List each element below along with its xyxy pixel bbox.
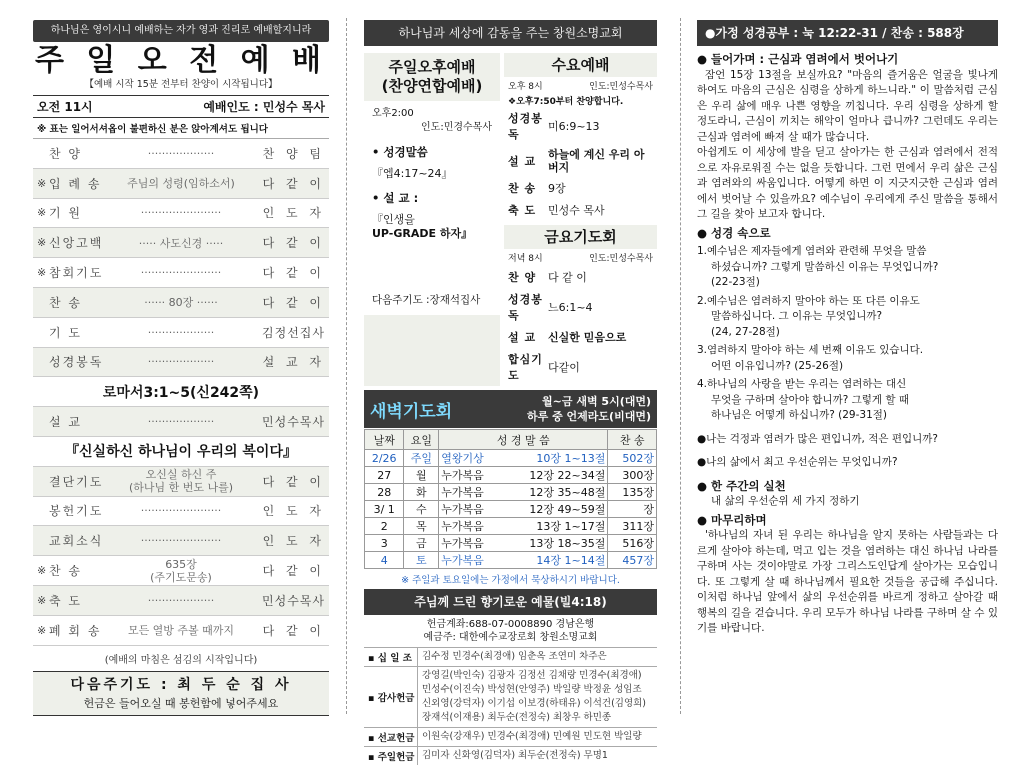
closing-heading: ● 마무리하며 (697, 512, 767, 527)
offering-header: 주님께 드린 향기로운 예물(빌4:18) (364, 589, 657, 615)
intro-paragraph-2: 아쉽게도 이 세상에 발을 딛고 살아가는 한 근심과 염려에서 전적으로 자유로워질 수는 없을 듯합니다. 그런 면에서 우리 삶은 근심과 염려와의 싸움입니다. 어떻게 하면 이 지긋지긋한 근심과 염려에서 벗어날 수 있을까요? 예수님이 우리에게 주신 말씀을 통해서 그 길을 찾아 보고자 합니다. (697, 146, 998, 220)
practice-text: 내 삶의 우선순위 세 가지 정하기 (711, 495, 860, 507)
order-row: ※ 신앙고백 ····· 사도신경 ····· 다 같 이 (33, 228, 329, 258)
discussion-question-2: ●나의 삶에서 최고 우선순위는 무엇입니까? (697, 456, 898, 468)
page-title: 주 일 오 전 예 배 (34, 43, 328, 78)
question-list (697, 244, 998, 424)
table-row: 3/ 1 수 누가복음 12장 49~59절 장 (365, 501, 657, 518)
service-leader: 예배인도 : 민성수 목사 (203, 100, 325, 114)
order-row: ※ 참회기도 ······················· 다 같 이 (33, 258, 329, 288)
dawn-prayer-header (364, 390, 657, 428)
bible-study-banner: ●가정 성경공부 : 눅 12:22-31 / 찬송 : 588장 (697, 20, 998, 46)
table-header-row: 날짜 요일 성 경 말 씀 찬 송 (365, 430, 657, 450)
weekend-note: ※ 주일과 토요일에는 가정에서 묵상하시기 바랍니다. (401, 575, 620, 586)
study-question: 4.하나님의 사랑을 받는 우리는 염려하는 대신 무엇을 구하며 살아야 합니까? 그렇게 할 때 하나님은 어떻게 하십니까? (29-31절) (697, 378, 910, 421)
order-row: ※ 찬 송 635장 (주기도문송) 다 같 이 (33, 556, 329, 586)
offering-row: ▪ 십 일 조 김수정 민경수(최경애) 임춘옥 조연미 차주은 (364, 647, 657, 666)
friday-service (504, 225, 657, 386)
study-heading: ● 성경 속으로 (697, 225, 771, 240)
friday-meta: 저녁 8시 인도:민성수목사 (504, 249, 657, 266)
divider-left (346, 18, 347, 714)
table-row: 27 월 누가복음 12장 22~34절 300장 (365, 467, 657, 484)
order-row: ※ 입 례 송 주님의 성령(임하소서) 다 같 이 (33, 169, 329, 199)
service-time-row (33, 95, 329, 118)
study-question: 3.염려하지 말아야 하는 세 번째 이유도 있습니다. 어떤 이유입니까? (25-26절) (697, 344, 924, 372)
praise-note: 【예배 시작 15분 전부터 찬양이 시작됩니다】 (84, 79, 278, 90)
table-row: 3 금 누가복음 13장 18~35절 516장 (365, 535, 657, 552)
morning-service-column (33, 20, 329, 716)
dawn-prayer-title: 새벽기도회 (370, 401, 453, 422)
table-row: 2 목 누가복음 13장 1~17절 311장 (365, 518, 657, 535)
verse-label: • 성경말씀 (372, 145, 428, 159)
afternoon-sermon-2: UP-GRADE 하자』 (372, 227, 473, 240)
offering-row: ▪ 주일헌금 김미자 신화영(김덕자) 최두순(전정숙) 무명1 (364, 746, 657, 765)
order-row: ※ 폐 회 송 모든 열방 주볼 때까지 다 같 이 (33, 616, 329, 646)
offering-row: ▪ 선교헌금 이원숙(강재우) 민경수(최경애) 민예원 민도현 박일량 (364, 727, 657, 746)
study-question: 2.예수님은 염려하지 말아야 하는 또 다른 이유도 말씀하십니다. 그 이유는 무엇입니까? (24, 27-28절) (697, 294, 920, 338)
offering-list (364, 647, 657, 765)
order-row: 기 도 ··················· 김정선집사 (33, 318, 329, 348)
church-banner: 하나님과 세상에 감동을 주는 창원소명교회 (364, 20, 657, 46)
account-info: 헌금계좌:688-07-0008890 경남은행 예금주: 대한예수교장로회 창원소명교회 (423, 619, 598, 643)
table-row: 2/26 주일 열왕기상 10장 1~13절 502장 (365, 450, 657, 467)
bible-study-column (697, 20, 998, 637)
divider-right (680, 18, 681, 714)
wednesday-service (504, 53, 657, 221)
wednesday-row: 성경봉독 미6:9~13 (504, 107, 657, 145)
friday-row: 찬 양 다 같 이 (504, 266, 657, 288)
next-week-box (33, 671, 329, 716)
afternoon-sermon: 『인생을 (372, 213, 415, 226)
dawn-prayer-times: 월~금 새벽 5시(대면) 하루 중 언제라도(비대면) (527, 395, 651, 423)
order-row: ※ 축 도 ··················· 민성수목사 (33, 586, 329, 616)
bible-study-body (697, 52, 998, 637)
closing-paragraph: '하나님의 자녀 된 우리는 하나님을 알지 못하는 사람들과는 다르게 살아야 하는데, 먹고 입는 것을 염려하는 대신 하나님 나라를 구하며 사는 것이야말로 가장 그리스도인답게 살아가는 모습입니다. 또 그렇게 살 때 하나님께서 필요한 것들을 공급해 주십니다. 이처럼 하나님 앞에서 삶의 우선순위를 바르게 정하고 살아갈 때 행복의 길을 걷습니다. 우리 모두가 하나님 나라를 구하며 살 수 있기를 바랍니다. (697, 529, 998, 634)
order-row: 찬 송 ······ 80장 ······ 다 같 이 (33, 288, 329, 318)
wednesday-row: 축 도 민성수 목사 (504, 199, 657, 221)
reading-schedule-table (364, 429, 657, 569)
service-time: 오전 11시 (37, 100, 93, 114)
friday-row: 합심기도 다같이 (504, 348, 657, 386)
afternoon-next-prayer: 다음주기도 :장재석집사 (372, 294, 481, 306)
order-row: 교회소식 ······················· 인 도 자 (33, 526, 329, 556)
order-row: 봉헌기도 ······················· 인 도 자 (33, 497, 329, 527)
services-column (364, 20, 657, 765)
services-grid (364, 53, 657, 386)
study-question: 1.예수님은 제자들에게 염려와 관련해 무엇을 말씀 하셨습니까? 그렇게 말씀하신 이유는 무엇입니까? (22-23절) (697, 245, 939, 288)
scripture-banner: 하나님은 영이시니 예배하는 자가 영과 진리로 예배할지니라 (33, 20, 329, 42)
table-row: 4 토 누가복음 14장 1~14절 457장 (365, 552, 657, 569)
order-row-sermon: 설 교 ··················· 민성수목사 (33, 407, 329, 437)
wednesday-row: 찬 송 9장 (504, 177, 657, 199)
afternoon-time: 오후2:00 (372, 108, 414, 119)
order-row: 찬 양 ··················· 찬 양 팀 (33, 139, 329, 169)
wednesday-meta: 오후 8시 인도:민성수목사 (504, 77, 657, 94)
sermon-label: • 설 교 : (372, 191, 419, 205)
afternoon-service-box (364, 53, 500, 386)
intro-heading: ● 들어가며 : 근심과 염려에서 벗어나기 (697, 52, 899, 66)
wednesday-sub: ❖오후7:50부터 찬양합니다. (504, 94, 657, 107)
afternoon-verse: 『엡4:17~24』 (372, 167, 453, 180)
end-note: (예배의 마침은 섬김의 시작입니다) (104, 654, 258, 666)
intro-paragraph-1: 잠언 15장 13절을 보실까요? "마음의 즐거움은 얼굴을 빛나게 하여도 마음의 근심은 심령을 상하게 하느니라." 이 말씀처럼 근심은 우리 삶에 매우 나쁜 영향을 끼칩니다. 우리 심령을 상하게 할 정도라니, 근심이 끼치는 해악이 얼마나 큽니까? 그런데도 우리는 근심과 염려에 빠져 살 때가 많습니다. (697, 68, 998, 143)
practice-heading: ● 한 주간의 실천 (697, 478, 786, 493)
table-row: 28 화 누가복음 12장 35~48절 135장 (365, 484, 657, 501)
order-row: 성경봉독 ··················· 설 교 자 (33, 348, 329, 378)
stand-note: ※ 표는 일어서셔옵이 불편하신 분은 앉아계셔도 됩니다 (37, 124, 268, 135)
discussion-question-1: ●나는 걱정과 염려가 많은 편입니까, 적은 편입니까? (697, 432, 938, 445)
afternoon-leader: 인도:민경수목사 (421, 122, 492, 133)
order-row: ※ 기 원 ······················· 인 도 자 (33, 199, 329, 229)
scripture-reference: 로마서3:1~5(신242쪽) (33, 377, 329, 407)
offering-note: 헌금은 들어오실 때 봉헌함에 넣어주세요 (83, 696, 279, 710)
wednesday-row: 설 교 하늘에 계신 우리 아버지 (504, 145, 657, 177)
friday-row: 설 교 신실한 믿음으로 (504, 326, 657, 348)
weekday-services (504, 53, 657, 386)
offering-row: ▪ 감사헌금 강영길(박인숙) 김광자 김정선 김채랑 민경수(최경애) 민성수(이진숙) 박성현(안영주) 박일량 박정윤 성임조 신외영(강덕자) 이기섭 이보경(하태유) 이석건(김영희) 장재석(이재용) 최두순(전정숙) 최창우 하민종 (364, 666, 657, 727)
order-of-service (33, 138, 329, 646)
afternoon-service-title: 주일오후예배 (찬양연합예배) (381, 58, 483, 95)
friday-title: 금요기도회 (544, 228, 617, 246)
next-week-prayer: 다음주기도 : 최 두 순 집 사 (70, 676, 292, 693)
friday-row: 성경봉독 느6:1~4 (504, 288, 657, 326)
order-row: 결단기도 오신실 하신 주 (하나님 한 번도 나를) 다 같 이 (33, 467, 329, 497)
afternoon-service-body (364, 101, 500, 315)
sermon-title: 『신실하신 하나님이 우리의 복이다』 (33, 437, 329, 467)
wednesday-title: 수요예배 (551, 56, 610, 74)
